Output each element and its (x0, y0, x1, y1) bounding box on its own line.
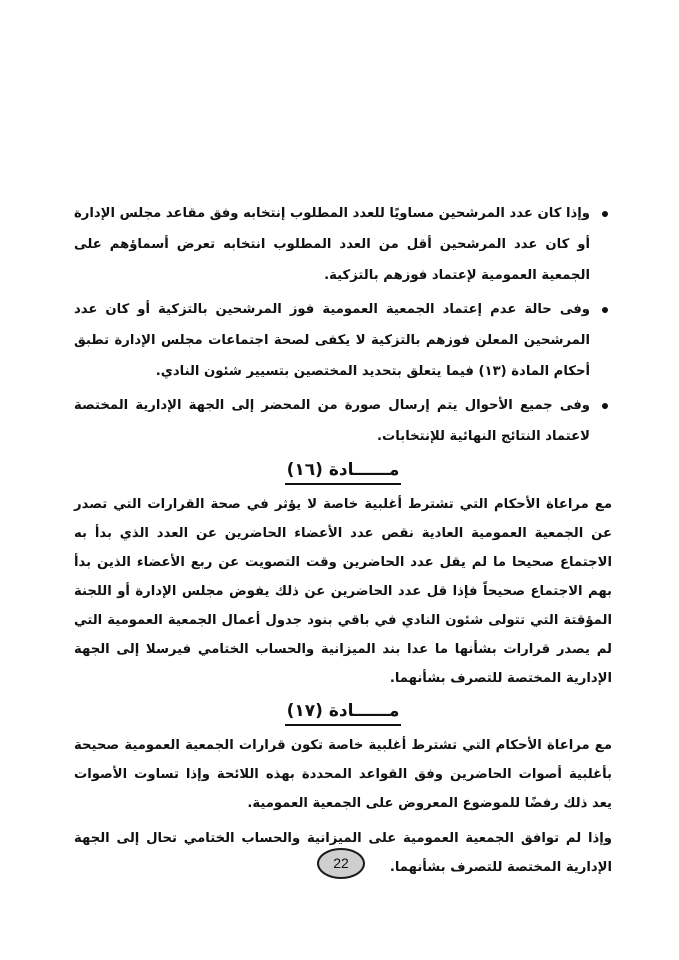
article-16-paragraph: مع مراعاة الأحكام التي تشترط أغلبية خاصة لا يؤثر في صحة القرارات التي تصدر عن الجمعية العمومية العادية نقص عدد الأعضاء الحاضرين عن العدد الذي بدأ به الاجتماع صحيحا ما لم يقل عدد الحاضرين وقت التصويت عن ربع الأعضاء الذين بدأ بهم الاجتماع صحيحاً فإذا قل عدد الحاضرين عن ذلك يفوض مجلس الإدارة أو اللجنة المؤقتة التي تتولى شئون النادي في باقي بنود جدول أعمال الجمعية العمومية التي لم يصدر قرارات بشأنها ما عدا بند الميزانية والحساب الختامي فيرسلا إلى الجهة الإدارية المختصة للتصرف بشأنهما. (74, 497, 612, 686)
bullet-text: وفى جميع الأحوال يتم إرسال صورة من المحضر إلى الجهة الإدارية المختصة لاعتماد النتائج النهائية للإنتخابات. (74, 398, 590, 444)
bullet-icon (602, 211, 608, 217)
article-17-paragraph-1: مع مراعاة الأحكام التي تشترط أغلبية خاصة تكون قرارات الجمعية العمومية صحيحة بأغلبية أصوات الحاضرين وفق القواعد المحددة بهذه اللائحة وإذا تساوت الأصوات يعد ذلك رفضًا للموضوع المعروض على الجمعية العمومية. (74, 738, 612, 811)
page-number: 22 (317, 848, 365, 879)
bullet-item (74, 390, 612, 452)
article-16-title: مــــــادة (١٦) (285, 458, 402, 485)
article-17-title: مــــــادة (١٧) (285, 699, 402, 726)
article-16-heading (74, 458, 612, 488)
bullet-icon (602, 403, 608, 409)
bullet-list (74, 198, 612, 452)
bullet-icon (602, 307, 608, 313)
document-page (74, 198, 612, 882)
bullet-item (74, 198, 612, 291)
bullet-text: وفى حالة عدم إعتماد الجمعية العمومية فوز المرشحين بالتزكية أو كان عدد المرشحين المعلن فوزهم بالتزكية لا يكفى لصحة اجتماعات مجلس الإدارة تطبق أحكام المادة (١٣) فيما يتعلق بتحديد المختصين بتسيير شئون النادي. (74, 302, 590, 379)
bullet-item (74, 294, 612, 387)
article-17-heading (74, 699, 612, 729)
article-17-paragraph-2: وإذا لم توافق الجمعية العمومية على الميزانية والحساب الختامي تحال إلى الجهة الإدارية المختصة للتصرف بشأنهما. (74, 831, 612, 875)
bullet-text: وإذا كان عدد المرشحين مساويًا للعدد المطلوب إنتخابه وفق مقاعد مجلس الإدارة أو كان عدد المرشحين أقل من العدد المطلوب انتخابه تعرض أسماؤهم على الجمعية العمومية لإعتماد فوزهم بالتزكية. (74, 206, 590, 283)
